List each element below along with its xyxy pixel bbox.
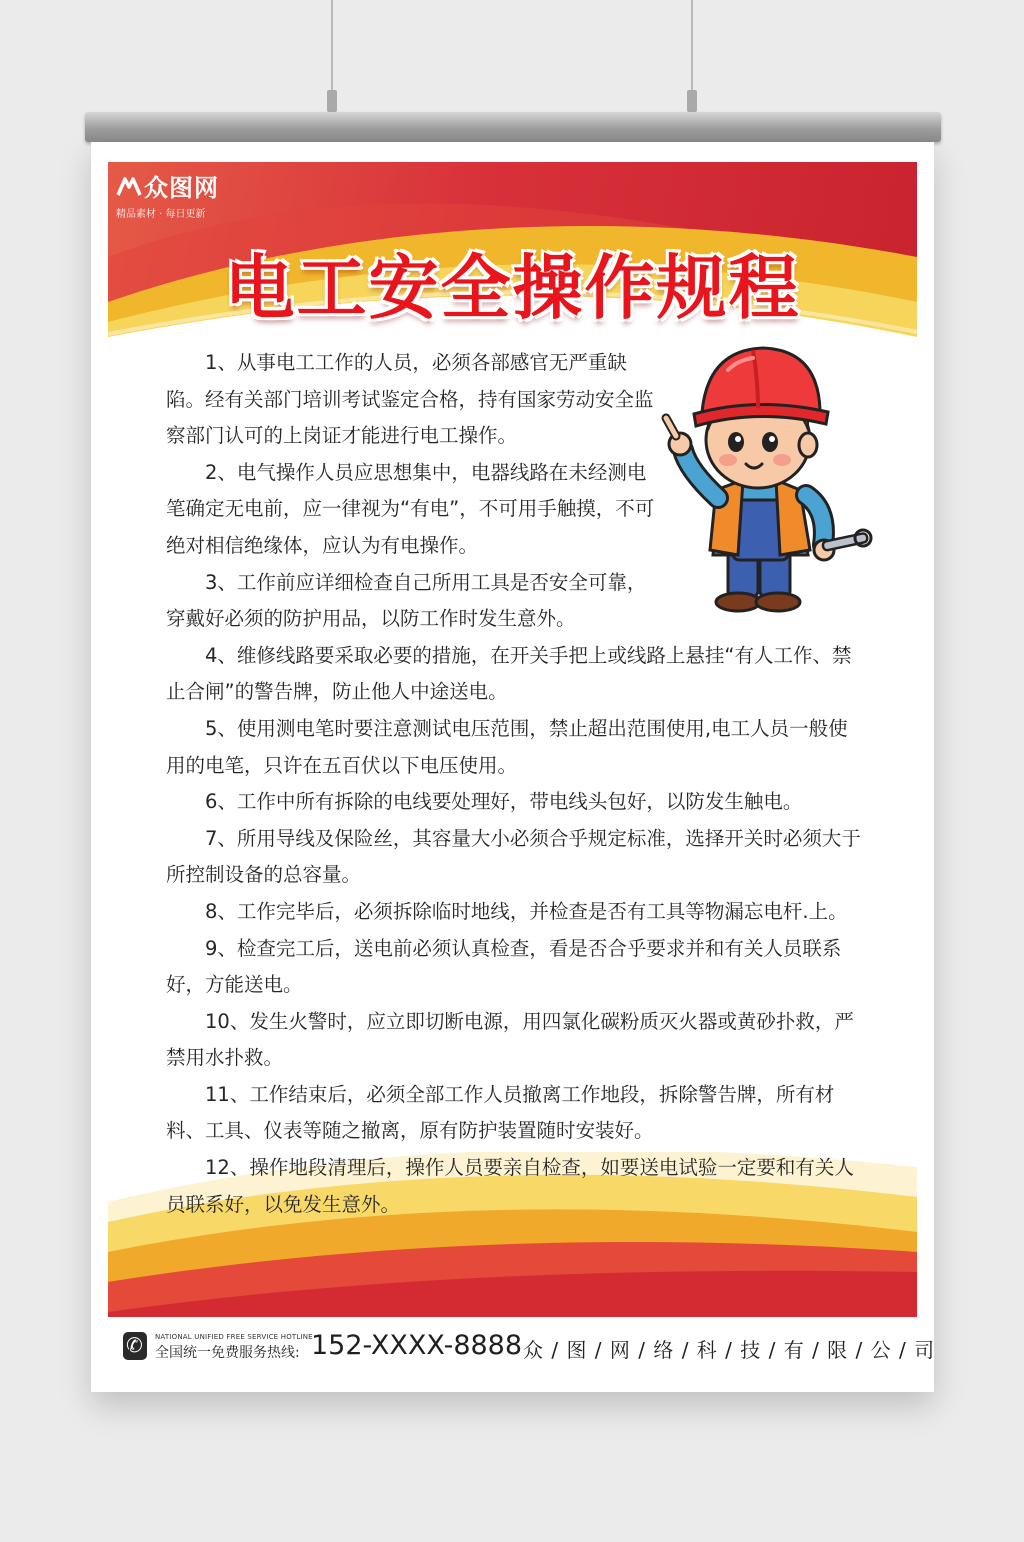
hotline-label: 全国统一免费服务热线:	[155, 1345, 300, 1361]
hanger-bar	[85, 112, 941, 142]
hanger-clip-right	[687, 90, 697, 112]
hotline-english-label: NATIONAL UNIFIED FREE SERVICE HOTLINE	[155, 1333, 313, 1341]
poster-panel	[108, 162, 917, 1317]
logo-brand-text: 众图网	[144, 174, 219, 202]
rule-item: 6、工作中所有拆除的电线要处理好，带电线头包好，以防发生触电。	[205, 790, 803, 814]
rule-item: 9、检查完工后，送电前必须认真检查，看是否合乎要求并和有关人员联系好，方能送电。	[166, 936, 842, 997]
hanging-string-left	[331, 0, 333, 96]
rules-content	[166, 345, 866, 1223]
logo-mark-icon	[116, 175, 142, 197]
brand-logo	[116, 168, 219, 220]
hanging-string-right	[691, 0, 693, 96]
rule-item: 10、发生火警时，应立即切断电源，用四氯化碳粉质灭火器或黄砂扑救，严禁用水扑救。	[166, 1009, 854, 1070]
rule-item: 2、电气操作人员应思想集中，电器线路在未经测电笔确定无电前，应一律视为“有电”，不可用手触摸，不可绝对相信绝缘体，应认为有电操作。	[166, 460, 655, 557]
rule-item: 11、工作结束后，必须全部工作人员撤离工作地段，拆除警告牌，所有材料、工具、仪表等随之撤离，原有防护装置随时安装好。	[166, 1082, 835, 1143]
company-name: 众 / 图 / 网 / 络 / 科 / 技 / 有 / 限 / 公 / 司	[523, 1338, 936, 1362]
rule-item: 3、工作前应详细检查自己所用工具是否安全可靠，穿戴好必须的防护用品，以防工作时发生意外。	[166, 570, 647, 631]
poster-footer	[123, 1328, 936, 1368]
rule-item: 1、从事电工工作的人员，必须各部感官无严重缺陷。经有关部门培训考试鉴定合格，持有国家劳动安全监察部门认可的上岗证才能进行电工操作。	[166, 351, 654, 448]
logo-tagline: 精品素材 · 每日更新	[116, 209, 206, 220]
rule-item: 5、使用测电笔时要注意测试电压范围，禁止超出范围使用,电工人员一般使用的电笔，只许在五百伏以下电压使用。	[166, 716, 848, 777]
poster-title: 电工安全操作规程	[224, 247, 801, 329]
hanger-clip-left	[327, 90, 337, 112]
rule-item: 12、操作地段清理后，操作人员要亲自检查，如要送电试验一定要和有关人员联系好，以免发生意外。	[166, 1156, 854, 1216]
hotline-number: 152-XXXX-8888	[311, 1330, 523, 1361]
phone-icon	[123, 1332, 147, 1360]
rule-item: 4、维修线路要采取必要的措施，在开关手把上或线路上悬挂“有人工作、禁止合闸”的警告牌，防止他人中途送电。	[166, 643, 852, 704]
rule-item: 8、工作完毕后，必须拆除临时地线，并检查是否有工具等物漏忘电杆.上。	[205, 899, 848, 923]
rule-item: 7、所用导线及保险丝，其容量大小必须合乎规定标准，选择开关时必须大于所控制设备的总容量。	[166, 826, 861, 887]
